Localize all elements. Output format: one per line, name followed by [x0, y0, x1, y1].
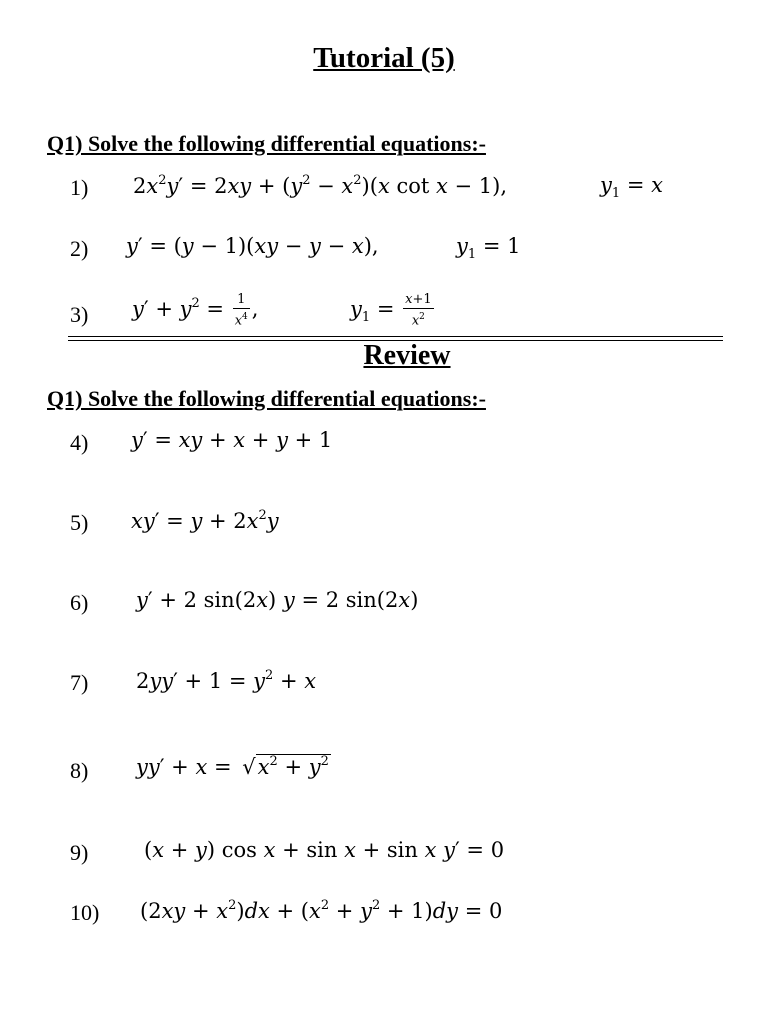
- item-number: 9): [70, 840, 89, 865]
- page-title: Tutorial (5): [313, 42, 455, 74]
- question-heading: Q1) Solve the following differential equations:-: [47, 386, 486, 411]
- given-solution-2: $y_1 = 1$: [456, 234, 521, 262]
- equation-1: $2x^2y' = 2xy + (y^2 - x^2)(x$ cot x − 1),: [133, 173, 508, 198]
- item-number: 2): [70, 236, 89, 261]
- equation-7: $2yy' + 1 = y^2 + x$: [136, 668, 317, 693]
- question-heading: Q1) Solve the following differential equations:-: [47, 131, 486, 156]
- equation-8: $yy' + x = √x^2 + y^2$: [136, 754, 329, 779]
- given-solution-3: $y_1$ = $\frac{x+1}{x^2}$: [350, 292, 432, 329]
- equation-3: $y' + y^2$ = $\frac{1}{x^4}$ ,: [132, 292, 259, 329]
- item-number: 1): [70, 175, 89, 200]
- section-title-review: Review: [363, 340, 451, 371]
- item-number: 7): [70, 670, 89, 695]
- item-number: 3): [70, 302, 89, 327]
- equation-5: $xy' = y + 2x^2y$: [131, 508, 279, 533]
- equation-4: y′ = xy + x + y + 1: [131, 428, 333, 452]
- item-number: 8): [70, 758, 89, 783]
- item-number: 4): [70, 430, 89, 455]
- item-number: 10): [70, 900, 100, 925]
- equation-6: y′ + 2 sin(2x) y = 2 sin(2x): [136, 588, 419, 612]
- equation-2: y′ = (y − 1)(xy − y − x),: [126, 234, 379, 258]
- equation-9: (x + y) cos x + sin x + sin x y′ = 0: [144, 838, 505, 862]
- equation-10: $(2xy + x^2)dx + (x^2 + y^2 + 1)dy = 0$: [140, 898, 503, 923]
- given-solution-1: $y_1 = x$: [600, 173, 663, 201]
- item-number: 5): [70, 510, 89, 535]
- item-number: 6): [70, 590, 89, 615]
